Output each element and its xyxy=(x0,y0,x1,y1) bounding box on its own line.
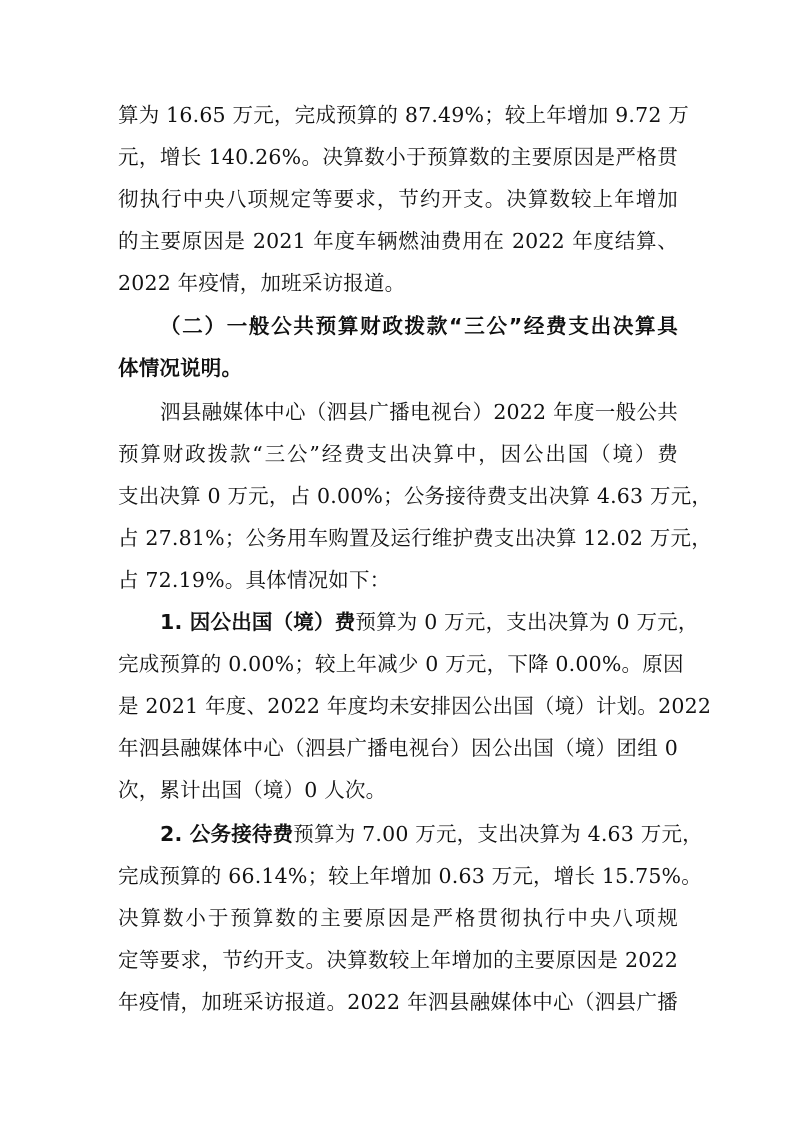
text-line-4: 的主要原因是 2021 年度车辆燃油费用在 2022 年度结算、 xyxy=(118,229,678,253)
text-line-8: 泗县融媒体中心（泗县广播电视台）2022 年度一般公共 xyxy=(160,400,678,424)
text-line-14: 完成预算的 0.00%；较上年减少 0 万元，下降 0.00%。原因 xyxy=(118,652,684,676)
text-line-11: 占 27.81%；公务用车购置及运行维护费支出决算 12.02 万元， xyxy=(118,526,712,550)
text-line-2: 元，增长 140.26%。决算数小于预算数的主要原因是严格贯 xyxy=(118,145,678,169)
section-heading-line-1: （二）一般公共预算财政拨款“三公”经费支出决算具 xyxy=(160,314,678,338)
text-line-19: 完成预算的 66.14%；较上年增加 0.63 万元，增长 15.75%。 xyxy=(118,864,702,888)
section-heading-line-2: 体情况说明。 xyxy=(118,356,243,380)
text-line-5: 2022 年疫情，加班采访报道。 xyxy=(118,271,406,295)
text-line-3: 彻执行中央八项规定等要求，节约开支。决算数较上年增加 xyxy=(118,187,678,211)
text-line-1: 算为 16.65 万元，完成预算的 87.49%；较上年增加 9.72 万 xyxy=(118,103,689,127)
item-1-first-line xyxy=(160,610,699,634)
text-line-16: 年泗县融媒体中心（泗县广播电视台）因公出国（境）团组 0 xyxy=(118,736,678,760)
item-2-first-line xyxy=(160,822,703,846)
text-line-9: 预算财政拨款“三公”经费支出决算中，因公出国（境）费 xyxy=(118,442,678,466)
text-line-15: 是 2021 年度、2022 年度均未安排因公出国（境）计划。2022 xyxy=(118,694,712,718)
item-1-heading: 1. 因公出国（境）费 xyxy=(160,610,356,634)
text-line-12: 占 72.19%。具体情况如下： xyxy=(118,568,391,592)
text-line-22: 年疫情，加班采访报道。2022 年泗县融媒体中心（泗县广播 xyxy=(118,990,678,1014)
text-line-10: 支出决算 0 万元，占 0.00%；公务接待费支出决算 4.63 万元， xyxy=(118,484,713,508)
item-2-heading: 2. 公务接待费 xyxy=(160,822,294,846)
text-line-21: 定等要求，节约开支。决算数较上年增加的主要原因是 2022 xyxy=(118,948,678,972)
text-line-17: 次，累计出国（境）0 人次。 xyxy=(118,778,387,802)
item-2-text: 预算为 7.00 万元，支出决算为 4.63 万元， xyxy=(293,822,703,846)
item-1-text: 预算为 0 万元，支出决算为 0 万元， xyxy=(355,610,699,634)
text-line-20: 决算数小于预算数的主要原因是严格贯彻执行中央八项规 xyxy=(118,906,678,930)
